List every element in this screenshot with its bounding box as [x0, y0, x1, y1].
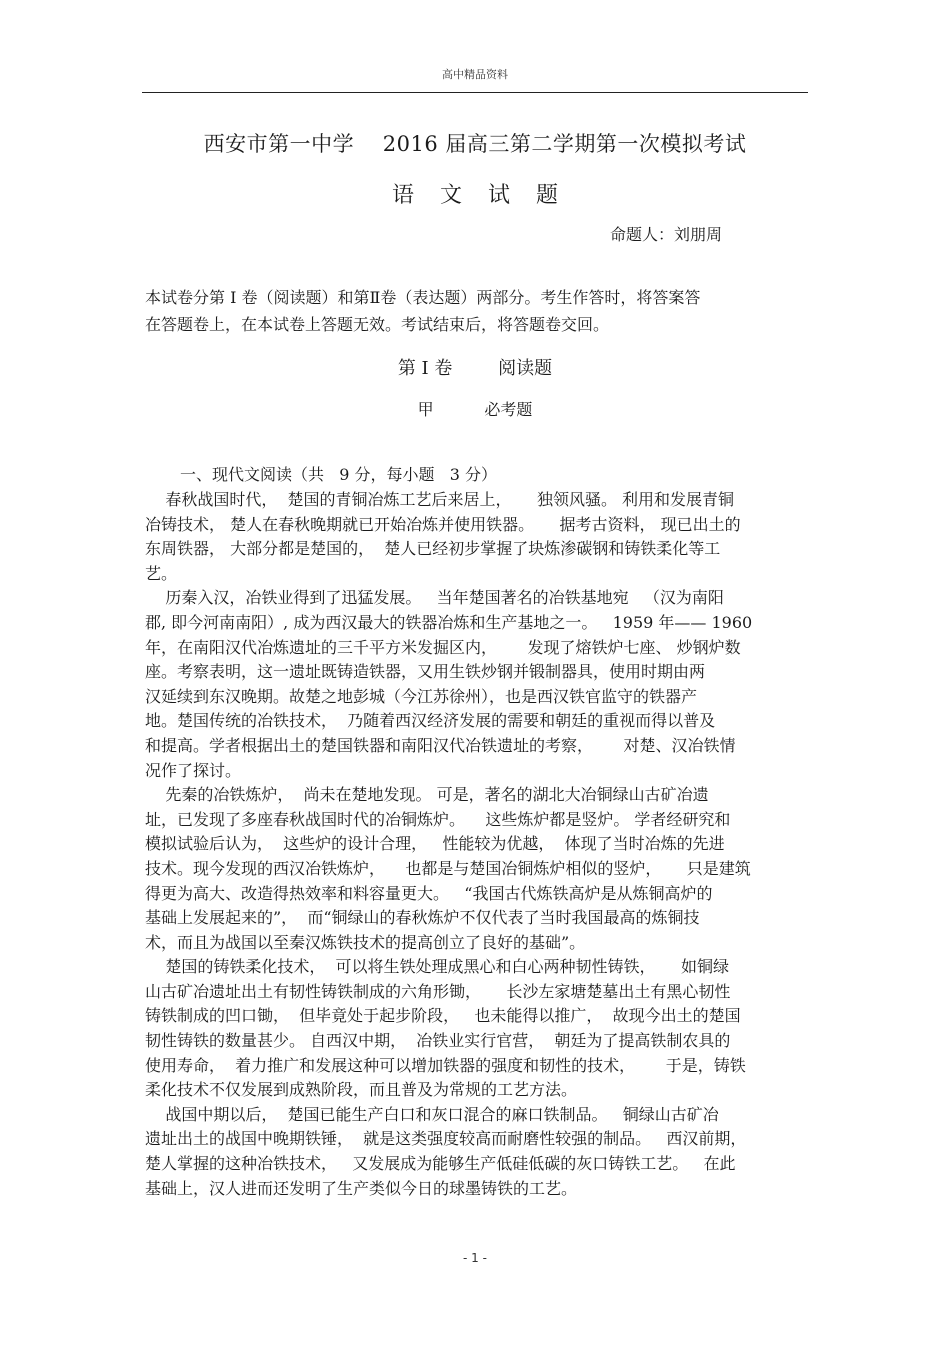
section-heading: 甲 必考题 [417, 400, 533, 419]
instruction-line: 在答题卷上，在本试卷上答题无效。考试结束后，将答题卷交回。 [145, 315, 610, 334]
header-label: 高中精品资料 [442, 68, 508, 81]
passage-line: 况作了探讨。 [145, 760, 242, 780]
passage-line: 基础上，汉人进而还发明了生产类似今日的球墨铸铁的工艺。 [145, 1178, 578, 1198]
passage-paragraph [145, 1103, 815, 1201]
passage-line: 使用寿命， 着力推广和发展这种可以增加铁器的强度和韧性的技术， 于是，铸铁 [145, 1055, 746, 1075]
passage-line: 和提高。学者根据出土的楚国铁器和南阳汉代冶铁遗址的考察， 对楚、汉冶铁情 [145, 735, 736, 755]
question-heading: 一、现代文阅读（共 9 分，每小题 3 分） [180, 465, 498, 484]
part-heading: 第 Ⅰ 卷 阅读题 [397, 358, 553, 379]
passage-line: 术，而且为战国以至秦汉炼铁技术的提高创立了良好的基础”。 [145, 932, 586, 952]
passage-line: 得更为高大、改造得热效率和料容量更大。 “我国古代炼铁高炉是从炼铜高炉的 [145, 883, 713, 903]
reading-passage [145, 488, 815, 1201]
passage-line: 韧性铸铁的数量甚少。 自西汉中期， 冶铁业实行官营， 朝廷为了提高铁制农具的 [145, 1031, 731, 1051]
passage-line: 郡, 即今河南南阳）, 成为西汉最大的铁器冶炼和生产基地之一。 1959 年—— 1960 [145, 612, 753, 632]
passage-paragraph [145, 586, 815, 783]
passage-line: 址，已发现了多座春秋战国时代的冶铜炼炉。 这些炼炉都是竖炉。 学者经研究和 [145, 809, 731, 829]
passage-line: 历秦入汉，冶铁业得到了迅猛发展。 当年楚国著名的冶铁基地宛 （汉为南阳 [145, 588, 724, 608]
header-divider [142, 92, 808, 93]
passage-line: 铸铁制成的凹口锄， 但毕竟处于起步阶段， 也未能得以推广， 故现今出土的楚国 [145, 1006, 741, 1026]
passage-line: 柔化技术不仅发展到成熟阶段，而且普及为常规的工艺方法。 [145, 1080, 578, 1100]
passage-line: 技术。现今发现的西汉冶铁炼炉， 也都是与楚国冶铜炼炉相似的竖炉， 只是建筑 [145, 858, 751, 878]
instruction-line: 本试卷分第 Ⅰ 卷（阅读题）和第Ⅱ卷（表达题）两部分。考生作答时，将答案答 [145, 288, 701, 307]
passage-line: 先秦的冶铁炼炉， 尚未在楚地发现。 可是，著名的湖北大冶铜绿山古矿冶遗 [145, 785, 709, 805]
passage-line: 基础上发展起来的”， 而“铜绿山的春秋炼炉不仅代表了当时我国最高的炼铜技 [145, 908, 700, 928]
passage-paragraph [145, 488, 815, 586]
passage-line: 楚人掌握的这种冶铁技术， 又发展成为能够生产低硅低碳的灰口铸铁工艺。 在此 [145, 1154, 736, 1174]
passage-line: 遗址出土的战国中晚期铁锤， 就是这类强度较高而耐磨性较强的制品。 西汉前期， [145, 1129, 747, 1149]
passage-line: 战国中期以后， 楚国已能生产白口和灰口混合的麻口铁制品。 铜绿山古矿冶 [145, 1104, 719, 1124]
passage-line: 座。考察表明，这一遗址既铸造铁器，又用生铁炒钢并锻制器具，使用时期由两 [145, 662, 706, 682]
exam-title: 西安市第一中学 2016 届高三第二学期第一次模拟考试 [203, 132, 747, 156]
passage-line: 东周铁器， 大部分都是楚国的， 楚人已经初步掌握了块炼渗碳钢和铸铁柔化等工 [145, 539, 721, 559]
exam-author: 命题人：刘朋周 [610, 225, 723, 244]
passage-line: 冶铸技术， 楚人在春秋晚期就已开始冶炼并使用铁器。 据考古资料， 现已出土的 [145, 514, 741, 534]
passage-paragraph [145, 955, 815, 1103]
exam-subtitle: 语文试题 [391, 183, 584, 208]
passage-line: 模拟试验后认为， 这些炉的设计合理， 性能较为优越， 体现了当时冶炼的先进 [145, 834, 725, 854]
passage-line: 山古矿冶遗址出土有韧性铸铁制成的六角形锄， 长沙左家塘楚墓出土有黑心韧性 [145, 981, 731, 1001]
passage-line: 年，在南阳汉代冶炼遗址的三千平方米发掘区内， 发现了熔铁炉七座、 炒钢炉数 [145, 637, 741, 657]
passage-line: 地。楚国传统的冶铁技术， 乃随着西汉经济发展的需要和朝廷的重视而得以普及 [145, 711, 716, 731]
passage-paragraph [145, 783, 815, 955]
exam-instructions [145, 284, 815, 338]
passage-line: 楚国的铸铁柔化技术， 可以将生铁处理成黑心和白心两种韧性铸铁， 如铜绿 [145, 957, 729, 977]
passage-line: 汉延续到东汉晚期。故楚之地彭城（今江苏徐州），也是西汉铁官监守的铁器产 [145, 686, 698, 706]
passage-line: 艺。 [145, 563, 178, 583]
passage-line: 春秋战国时代， 楚国的青铜冶炼工艺后来居上， 独领风骚。 利用和发展青铜 [145, 490, 735, 509]
page-number: - 1 - [463, 1251, 487, 1265]
